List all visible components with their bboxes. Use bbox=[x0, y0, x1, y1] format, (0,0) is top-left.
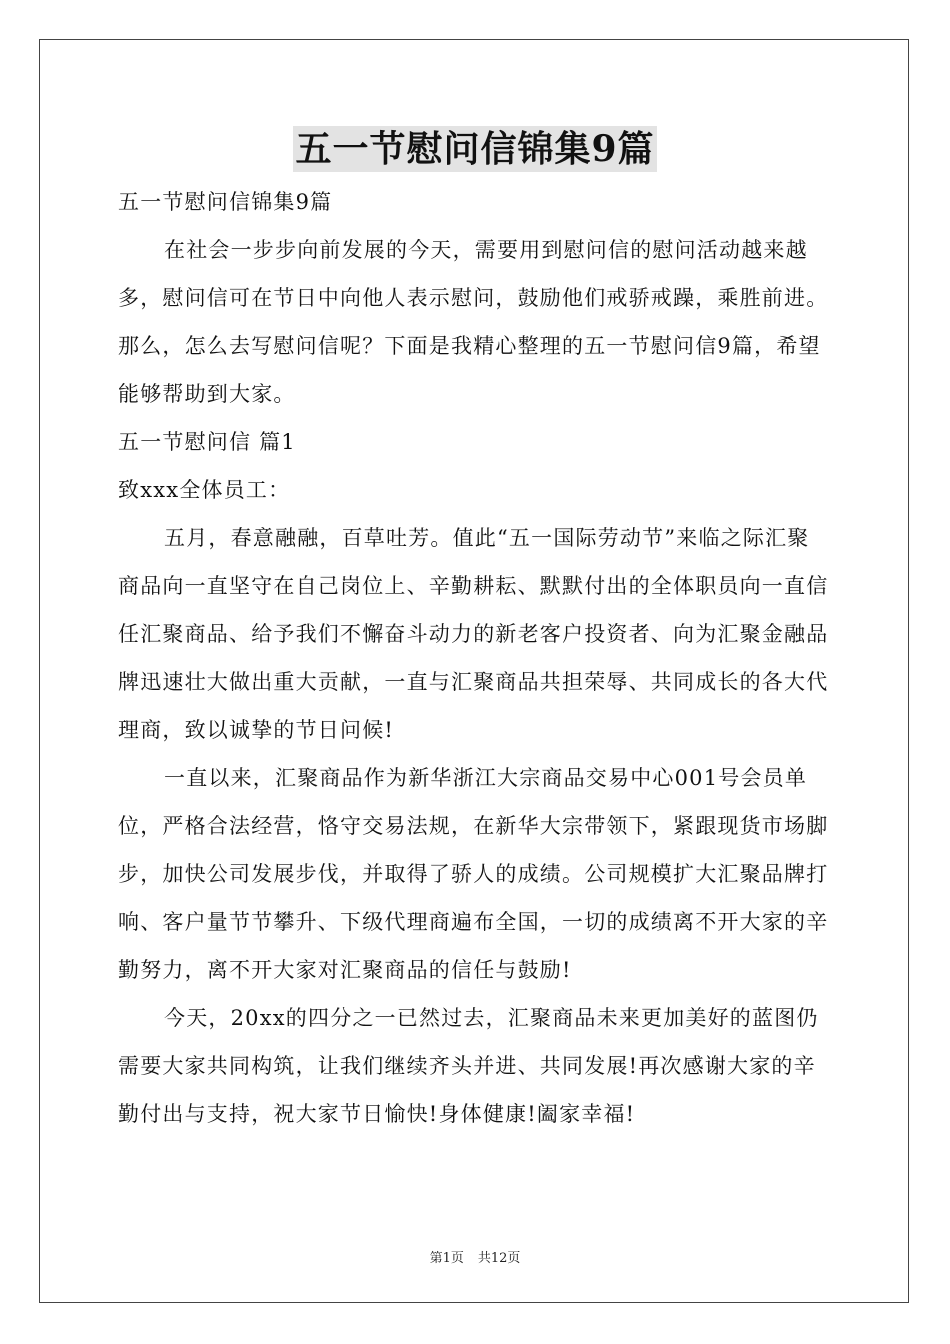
paragraph: 今天，20xx的四分之一已然过去，汇聚商品未来更加美好的蓝图仍需要大家共同构筑，让我们继续齐头并进、共同发展!再次感谢大家的辛勤付出与支持，祝大家节日愉快!身体健康!阖家幸福! bbox=[118, 1006, 819, 1126]
page-total: 共12页 bbox=[477, 1251, 521, 1266]
paragraph: 一直以来，汇聚商品作为新华浙江大宗商品交易中心001号会员单位，严格合法经营，恪守交易法规，在新华大宗带领下，紧跟现货市场脚步，加快公司发展步伐，并取得了骄人的成绩。公司规模扩大汇聚品牌打响、客户量节节攀升、下级代理商遍布全国，一切的成绩离不开大家的辛勤努力，离不开大家对汇聚商品的信任与鼓励! bbox=[118, 766, 829, 982]
paragraph: 五一节慰问信锦集9篇 bbox=[118, 190, 333, 214]
document-title-wrapper bbox=[0, 126, 950, 172]
page-number: 第1页 bbox=[429, 1251, 464, 1266]
section-heading: 五一节慰问信 篇1 bbox=[118, 430, 296, 454]
document-body bbox=[118, 178, 830, 1138]
paragraph: 在社会一步步向前发展的今天，需要用到慰问信的慰问活动越来越多，慰问信可在节日中向他人表示慰问，鼓励他们戒骄戒躁，乘胜前进。那么，怎么去写慰问信呢？下面是我精心整理的五一节慰问信9篇，希望能够帮助到大家。 bbox=[118, 238, 829, 406]
salutation: 致xxx全体员工： bbox=[118, 478, 291, 502]
paragraph: 五月，春意融融，百草吐芳。值此“五一国际劳动节”来临之际汇聚商品向一直坚守在自己岗位上、辛勤耕耘、默默付出的全体职员向一直信任汇聚商品、给予我们不懈奋斗动力的新老客户投资者、向为汇聚金融品牌迅速壮大做出重大贡献，一直与汇聚商品共担荣辱、共同成长的各大代理商，致以诚挚的节日问候! bbox=[118, 526, 829, 742]
document-title: 五一节慰问信锦集9篇 bbox=[295, 128, 655, 170]
page-footer bbox=[0, 1247, 950, 1266]
